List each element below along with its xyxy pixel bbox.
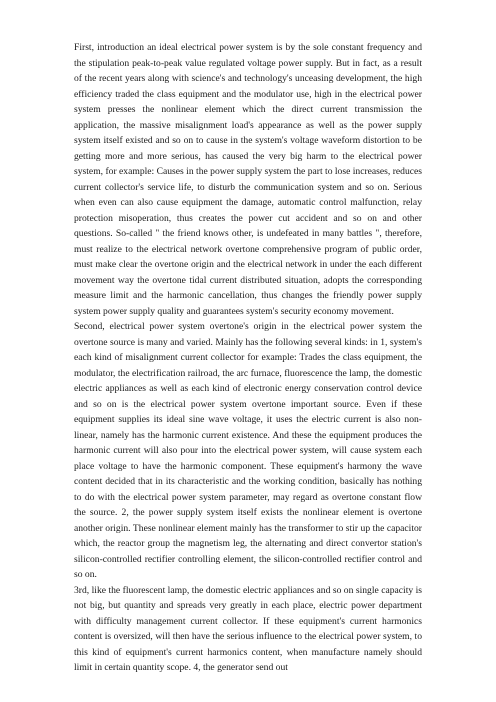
paragraph-introduction: First, introduction an ideal electrical power system is by the sole constant frequency and the stipulation peak-to-peak value regulated voltage power supply. But in fact, as a result of the recent years along with science's and technology's unceasing development, the high efficiency traded the class equipment and the modulator use, high in the electrical power system presses the nonlinear element which the direct current transmission the application, the massive misalignment load's appearance as well as the power supply system itself existed and so on to cause in the system's voltage waveform distortion to be getting more and more serious, has caused the very big harm to the electrical power system, for example: Causes in the power supply system the part to lose increases, reduces current collector's service life, to disturb the communication system and so on. Serious when even can also cause equipment the damage, automatic control malfunction, relay protection misoperation, thus creates the power cut accident and so on and other questions. So-called " the friend knows other, is undefeated in many battles ", therefore, must realize to the electrical network overtone comprehensive program of public order, must make clear the overtone origin and the electrical network in under the each different movement way the overtone tidal current distributed situation, adopts the corresponding measure limit and the harmonic cancellation, thus changes the friendly power supply system power supply quality and guarantees system's security economy movement. xyxy=(74,42,422,317)
body-text xyxy=(74,40,422,676)
paragraph-overtone-origin: Second, electrical power system overtone's origin in the electrical power system the overtone source is many and varied. Mainly has the following several kinds: in 1, system's each kind of misalignment current collector for example: Trades the class equipment, the modulator, the electrification railroad, the arc furnace, fluorescence the lamp, the domestic electric appliances as well as each kind of electronic energy conservation control device and so on is the electrical power system overtone important source. Even if these equipment supplies its ideal sine wave voltage, it uses the electric current is also non-linear, namely has the harmonic current existence. And these the equipment produces the harmonic current will also pour into the electrical power system, will cause system each place voltage to have the harmonic component. These equipment's harmony the wave content decided that in its characteristic and the working condition, basically has nothing to do with the electrical power system parameter, may regard as overtone constant flow the source. 2, the power supply system itself exists the nonlinear element is overtone another origin. These nonlinear element mainly has the transformer to stir up the capacitor which, the reactor group the magnetism leg, the alternating and direct convertor station's silicon-controlled rectifier controlling element, the silicon-controlled rectifier control and so on. xyxy=(74,321,422,580)
paragraph-third-point: 3rd, like the fluorescent lamp, the domestic electric appliances and so on single capacity is not big, but quantity and spreads very greatly in each place, electric power department with difficulty management current collector. If these equipment's current harmonics content is oversized, will then have the serious influence to the electrical power system, to this kind of equipment's current harmonics content, when manufacture namely should limit in certain quantity scope. 4, the generator send out xyxy=(74,584,422,673)
